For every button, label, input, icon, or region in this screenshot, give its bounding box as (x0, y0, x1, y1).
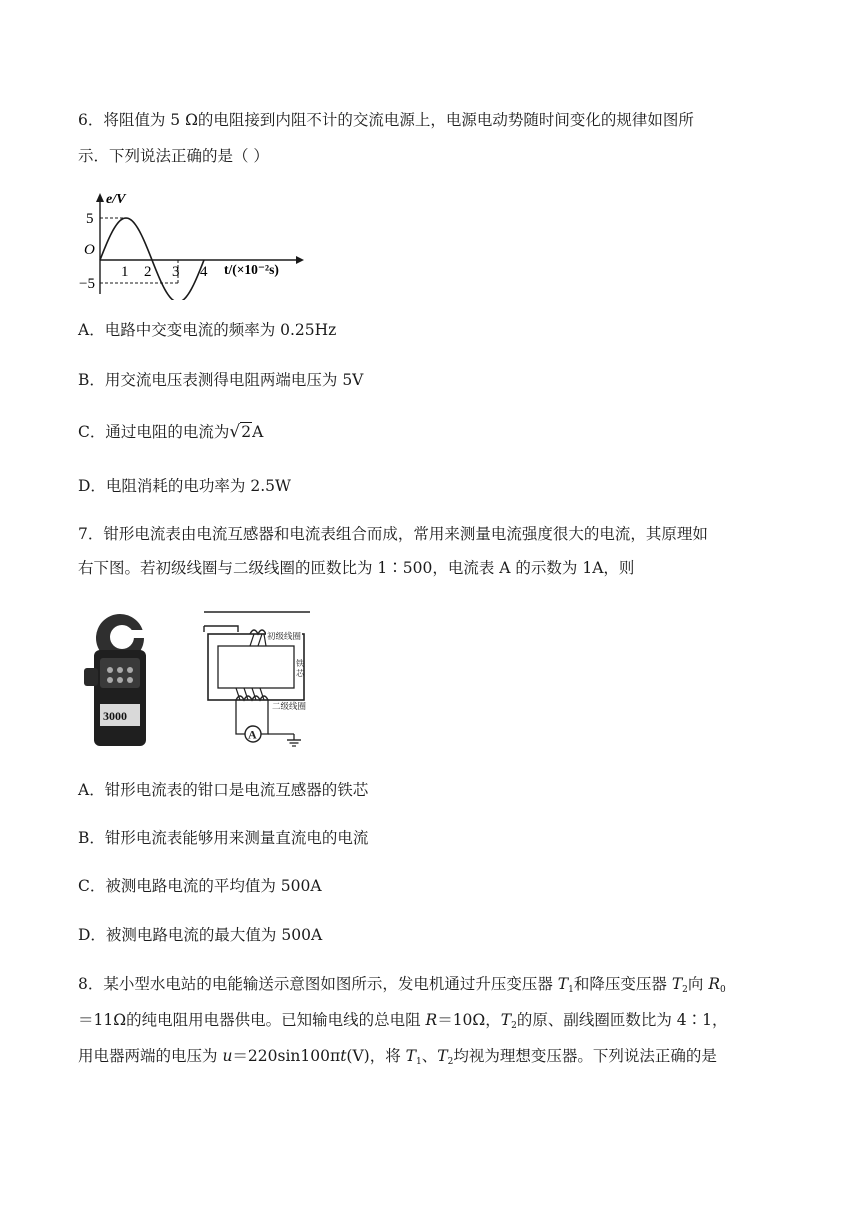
q6-option-a: A．电路中交变电流的频率为 0.25Hz (78, 321, 337, 339)
q8-stem-line1: 8．某小型水电站的电能输送示意图如图所示，发电机通过升压变压器 $T_1$和降压变压器 $T_2$向 $R_0$ (78, 975, 726, 995)
q6-option-c-prefix: C．通过电阻的电流为 (78, 423, 230, 441)
y-axis-label: e/V (106, 192, 126, 207)
y-axis-arrow-icon (96, 193, 104, 202)
trigger (84, 668, 98, 686)
iron-core (208, 634, 304, 700)
x-axis-label: t/(×10⁻²s) (224, 262, 279, 277)
origin-label: O (84, 242, 95, 258)
q6-option-c-unit: A (252, 423, 264, 441)
conductor-lead (204, 626, 238, 632)
emf-curve (100, 218, 204, 300)
q7-option-a: A．钳形电流表的钳口是电流互感器的铁芯 (78, 781, 369, 799)
x-tick-3: 3 (172, 264, 180, 280)
sqrt-2: √2 (229, 422, 252, 442)
meter-display-value: 3000 (103, 709, 127, 723)
x-tick-1: 1 (121, 264, 129, 280)
label-secondary: 二级线圈 (272, 701, 307, 711)
clamp-meter-photo (80, 610, 160, 750)
q6-option-d: D．电阻消耗的电功率为 2.5W (78, 477, 291, 495)
q6-option-b: B．用交流电压表测得电阻两端电压为 5V (78, 371, 364, 389)
q8-stem-line2: ＝11Ω的纯电阻用电器供电。已知输电线的总电阻 R＝10Ω，$T_2$的原、副线圈匝数比为 4∶1， (78, 1011, 728, 1031)
q6-stem-line2: 示．下列说法正确的是（ ） (78, 147, 269, 165)
y-tick-5: 5 (86, 211, 94, 227)
q7-stem-line1: 7．钳形电流表由电流互感器和电流表组合而成，常用来测量电流强度很大的电流，其原理如 (78, 525, 708, 543)
q8-stem-line3: 用电器两端的电压为 u＝220sin100πt(V)，将 $T_1$、$T_2$均视为理想变压器。下列说法正确的是 (78, 1047, 717, 1067)
ammeter-label: A (248, 727, 257, 742)
label-primary: 初级线圈 (267, 631, 302, 641)
x-tick-4: 4 (200, 264, 208, 280)
q7-stem-line2: 右下图。若初级线圈与二级线圈的匝数比为 1∶500，电流表 A 的示数为 1A，则 (78, 559, 635, 577)
q7-option-c: C．被测电路电流的平均值为 500A (78, 877, 322, 895)
q7-option-d: D．被测电路电流的最大值为 500A (78, 926, 323, 944)
q6-emf-graph (78, 190, 308, 300)
y-tick-neg5: −5 (79, 276, 95, 292)
x-tick-2: 2 (144, 264, 152, 280)
q6-stem-line1: 6．将阻值为 5 Ω的电阻接到内阻不计的交流电源上，电源电动势随时间变化的规律如图所 (78, 111, 694, 129)
label-core-1: 铁 (296, 659, 304, 668)
transformer-schematic (198, 608, 314, 750)
label-core-2: 芯 (296, 669, 304, 678)
q7-option-b: B．钳形电流表能够用来测量直流电的电流 (78, 829, 369, 847)
x-axis-arrow-icon (296, 256, 304, 264)
q6-option-c (78, 422, 263, 442)
